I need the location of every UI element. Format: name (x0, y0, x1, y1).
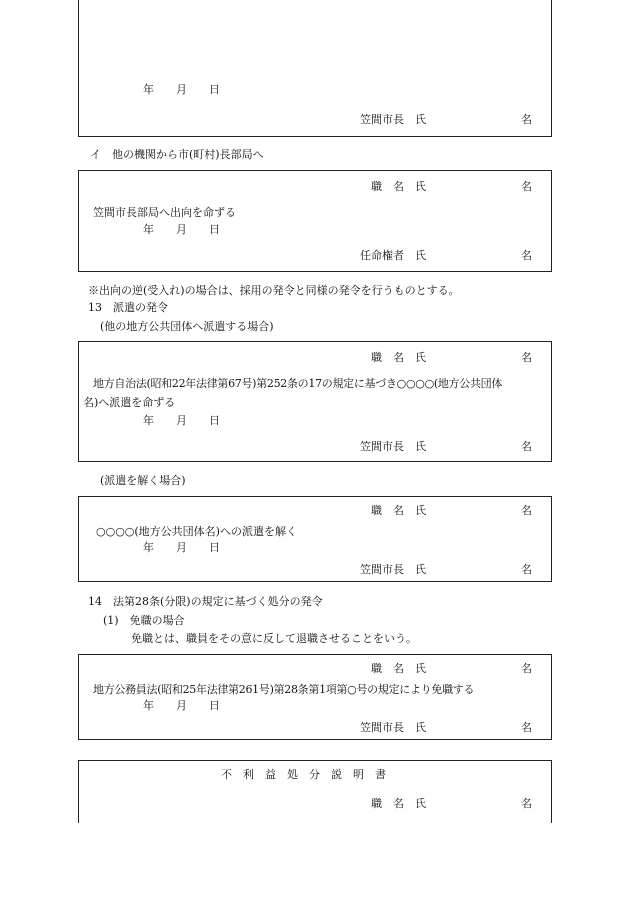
note-text: ※出向の逆(受入れ)の場合は、採用の発令と同様の発令を行うものとする。 (88, 284, 460, 297)
name-suffix: 名 (521, 504, 532, 517)
position-label: 職 名 氏 (371, 351, 426, 364)
subheading-dispatch: (他の地方公共団体へ派遣する場合) (100, 320, 274, 333)
position-label: 職 名 氏 (371, 180, 426, 193)
position-label: 職 名 氏 (371, 662, 426, 675)
signer-label: 笠間市長 氏 (360, 113, 426, 126)
signer-label: 笠間市長 氏 (360, 563, 426, 576)
form-box-previous (78, 0, 552, 137)
signer-label: 任命権者 氏 (360, 249, 426, 262)
name-suffix: 名 (521, 662, 532, 675)
name-suffix: 名 (521, 180, 532, 193)
order-text: 笠間市長部局へ出向を命ずる (93, 206, 236, 219)
name-suffix: 名 (521, 797, 532, 810)
order-text: ○○○○(地方公共団体名)への派遣を解く (96, 525, 297, 538)
form-box-release (78, 496, 552, 582)
name-suffix: 名 (521, 113, 532, 126)
name-suffix: 名 (521, 563, 532, 576)
signer-label: 笠間市長 氏 (360, 440, 426, 453)
date-line: 年 月 日 (143, 223, 220, 236)
date-line: 年 月 日 (143, 414, 220, 427)
form-box-dismissal (78, 654, 552, 740)
statement-title: 不利益処分説明書 (221, 768, 397, 781)
name-suffix: 名 (521, 721, 532, 734)
form-box-secondment (78, 170, 552, 272)
order-text: 地方公務員法(昭和25年法律第261号)第28条第1項第○号の規定により免職する (93, 683, 475, 696)
position-label: 職 名 氏 (371, 504, 426, 517)
dismissal-description: 免職とは、職員をその意に反して退職させることをいう。 (131, 632, 417, 645)
section-heading-13: 13 派遣の発令 (88, 301, 168, 314)
date-line: 年 月 日 (143, 541, 220, 554)
order-text-line1: 地方自治法(昭和22年法律第67号)第252条の17の規定に基づき○○○○(地方公共団体 (93, 377, 503, 390)
section-heading-i: イ 他の機関から市(町村)長部局へ (90, 148, 264, 161)
name-suffix: 名 (521, 440, 532, 453)
position-label: 職 名 氏 (371, 797, 426, 810)
subheading-dismissal: (1) 免職の場合 (103, 614, 185, 627)
section-heading-14: 14 法第28条(分限)の規定に基づく処分の発令 (88, 595, 323, 608)
name-suffix: 名 (521, 351, 532, 364)
name-suffix: 名 (521, 249, 532, 262)
subheading-release: (派遣を解く場合) (100, 474, 186, 487)
signer-label: 笠間市長 氏 (360, 721, 426, 734)
order-text-line2: 名)へ派遣を命ずる (83, 396, 176, 409)
date-line: 年 月 日 (143, 83, 220, 96)
date-line: 年 月 日 (143, 699, 220, 712)
